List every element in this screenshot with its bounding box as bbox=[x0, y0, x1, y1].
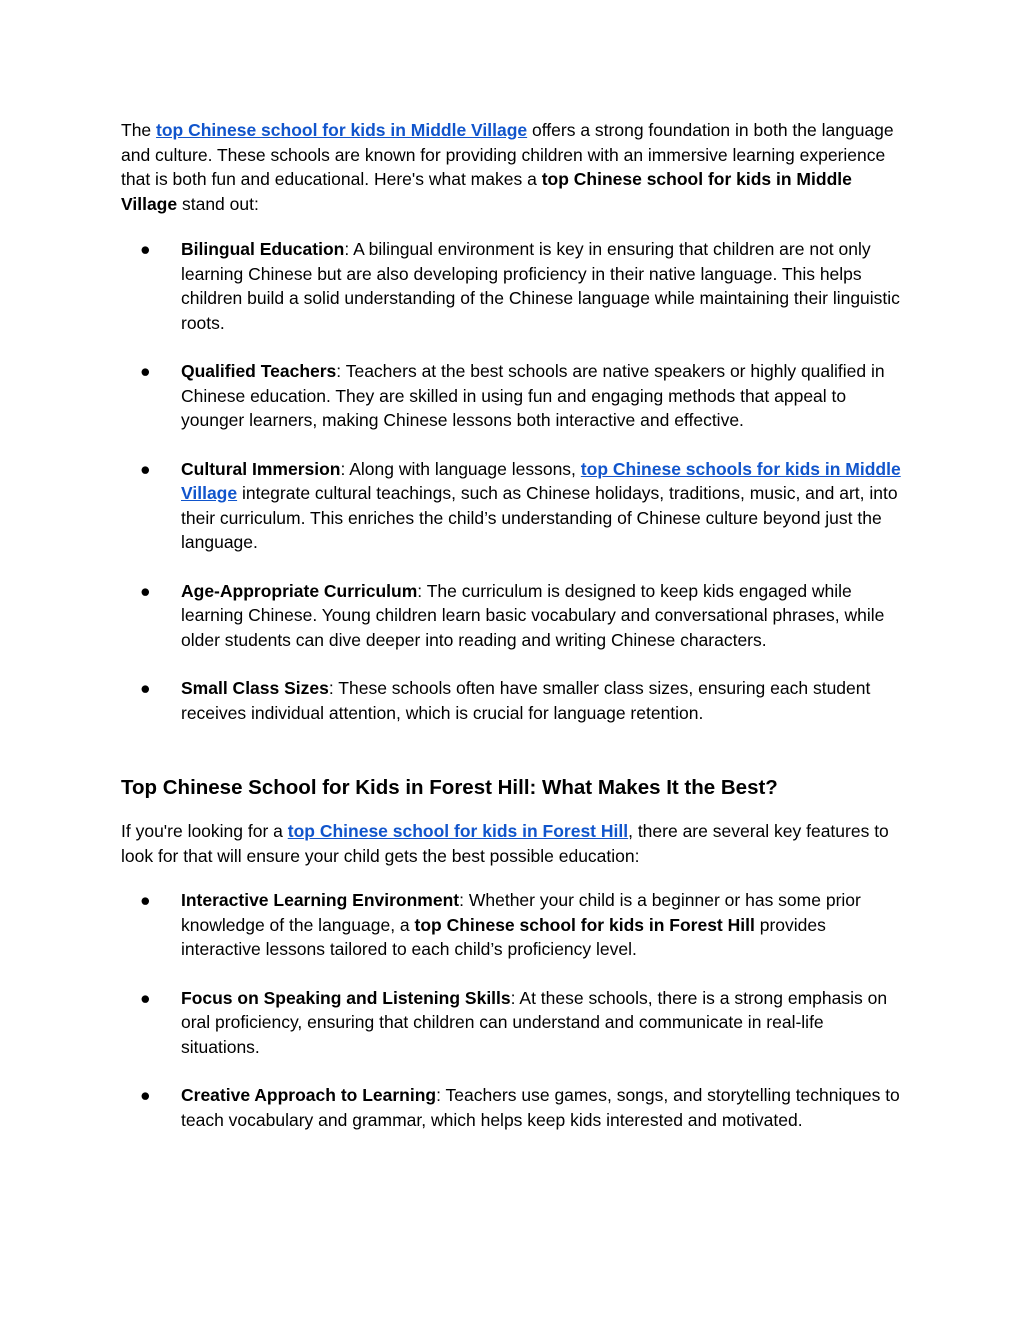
item-term: Qualified Teachers bbox=[181, 361, 337, 381]
bullet-icon: ● bbox=[140, 580, 151, 601]
item-term: Focus on Speaking and Listening Skills bbox=[181, 987, 511, 1008]
item-term: Creative Approach to Learning bbox=[181, 1085, 437, 1105]
list-item bbox=[121, 888, 906, 962]
item-term: Age-Appropriate Curriculum bbox=[181, 580, 418, 601]
list-item bbox=[121, 676, 906, 725]
list-item bbox=[121, 579, 906, 653]
item-text: integrate cultural teachings, such as Chinese holidays, traditions, music, and art, into their curriculum. This enriches the child’s understanding of Chinese culture beyond just the language. bbox=[181, 483, 898, 552]
intro-text: The bbox=[121, 120, 157, 140]
forest-hill-features-list bbox=[121, 888, 906, 1132]
list-item bbox=[121, 457, 906, 555]
forest-hill-intro-paragraph bbox=[121, 819, 906, 868]
bullet-icon: ● bbox=[140, 458, 151, 479]
middle-village-features-list bbox=[121, 237, 906, 725]
bullet-icon: ● bbox=[140, 987, 151, 1008]
intro-text: If you're looking for a bbox=[121, 821, 288, 841]
item-term: Bilingual Education bbox=[181, 239, 345, 259]
intro-bold-text: top Chinese school for kids in Middle Village bbox=[121, 169, 852, 214]
intro-text: stand out: bbox=[177, 193, 259, 214]
list-item bbox=[121, 359, 906, 433]
section-heading: Top Chinese School for Kids in Forest Hill: What Makes It the Best? bbox=[121, 776, 778, 799]
bullet-icon: ● bbox=[140, 678, 151, 698]
bullet-icon: ● bbox=[140, 890, 151, 910]
item-term: Small Class Sizes bbox=[181, 678, 329, 698]
item-text: : A bilingual environment is key in ensuring that children are not only learning Chinese but are also developing proficiency in their native language. This helps children build a solid understanding of the Chinese language while maintaining their linguistic roots. bbox=[181, 239, 900, 333]
bullet-icon: ● bbox=[140, 361, 151, 381]
middle-village-schools-link[interactable]: top Chinese schools for kids in Middle Village bbox=[181, 458, 901, 503]
middle-village-link[interactable]: top Chinese school for kids in Middle Village bbox=[156, 120, 528, 140]
bullet-icon: ● bbox=[140, 1085, 151, 1105]
item-text: : Teachers use games, songs, and storytelling techniques to teach vocabulary and grammar, which helps keep kids interested and motivated. bbox=[181, 1085, 900, 1130]
item-term: Interactive Learning Environment bbox=[181, 890, 460, 910]
document-page bbox=[121, 118, 906, 1156]
item-bold-text: top Chinese school for kids in Forest Hill bbox=[414, 914, 755, 935]
item-text: : These schools often have smaller class sizes, ensuring each student receives individual attention, which is crucial for language retention. bbox=[181, 678, 871, 723]
intro-paragraph bbox=[121, 118, 906, 216]
list-item bbox=[121, 1083, 906, 1132]
item-text: : The curriculum is designed to keep kids engaged while learning Chinese. Young children learn basic vocabulary and conversational phrases, while older students can dive deeper into reading and writing Chinese characters. bbox=[181, 580, 885, 650]
item-text: : Whether your child is a beginner or has some prior knowledge of the language, a bbox=[181, 890, 861, 935]
list-item bbox=[121, 986, 906, 1060]
forest-hill-link[interactable]: top Chinese school for kids in Forest Hill bbox=[287, 821, 629, 841]
intro-text: offers a strong foundation in both the language and culture. These schools are known for providing children with an immersive learning experience that is both fun and educational. Here's what makes a bbox=[121, 120, 894, 189]
item-text: : At these schools, there is a strong emphasis on oral proficiency, ensuring that children can understand and communicate in real-life situations. bbox=[181, 987, 888, 1057]
item-term: Cultural Immersion bbox=[181, 458, 341, 479]
item-text: : Along with language lessons, bbox=[340, 458, 581, 479]
item-text: : Teachers at the best schools are native speakers or highly qualified in Chinese education. They are skilled in using fun and engaging methods that appeal to younger learners, making Chinese lessons both interactive and effective. bbox=[181, 361, 885, 430]
intro-text: , there are several key features to look for that will ensure your child gets the best possible education: bbox=[121, 821, 889, 866]
bullet-icon: ● bbox=[140, 239, 151, 259]
item-text: provides interactive lessons tailored to each child’s proficiency level. bbox=[181, 914, 826, 959]
list-item bbox=[121, 237, 906, 335]
